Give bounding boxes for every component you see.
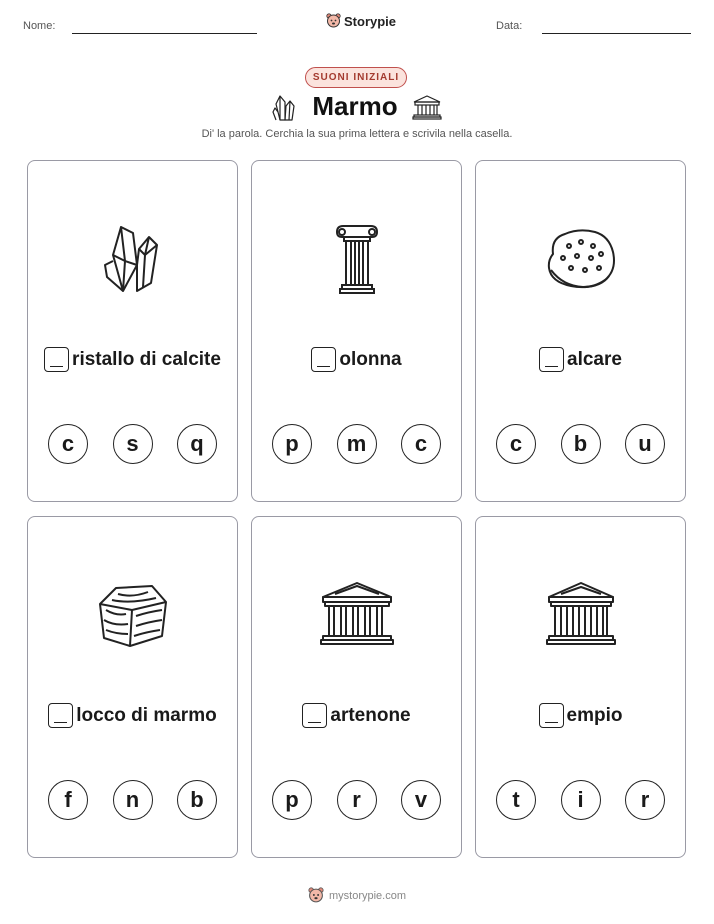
exercise-card <box>27 516 238 858</box>
picture <box>476 219 685 299</box>
answer-box[interactable] <box>48 703 73 728</box>
choice-circle[interactable]: r <box>337 780 377 820</box>
word-row <box>252 703 461 728</box>
answer-box[interactable] <box>539 347 564 372</box>
choice-circle[interactable]: i <box>561 780 601 820</box>
crystal-icon <box>272 92 298 122</box>
exercise-card <box>475 160 686 502</box>
choice-circle[interactable]: n <box>113 780 153 820</box>
marble-block-icon <box>96 580 170 650</box>
name-line[interactable] <box>72 33 257 34</box>
choice-circle[interactable]: u <box>625 424 665 464</box>
picture <box>28 219 237 299</box>
choice-row <box>496 424 665 464</box>
choice-circle[interactable]: p <box>272 780 312 820</box>
date-line[interactable] <box>542 33 691 34</box>
word-text: alcare <box>567 348 622 370</box>
choice-row <box>496 780 665 820</box>
choice-circle[interactable]: q <box>177 424 217 464</box>
word-row <box>28 703 237 728</box>
choice-circle[interactable]: v <box>401 780 441 820</box>
name-label: Nome: <box>23 20 56 32</box>
choice-row <box>48 780 217 820</box>
exercise-card <box>251 160 462 502</box>
storypie-mascot-icon <box>326 13 341 29</box>
word-row <box>252 347 461 372</box>
word-row <box>476 703 685 728</box>
limestone-rock-icon <box>543 224 619 294</box>
choice-circle[interactable]: p <box>272 424 312 464</box>
word-text: empio <box>566 704 623 726</box>
choice-circle[interactable]: b <box>561 424 601 464</box>
choice-row <box>272 780 441 820</box>
choice-circle[interactable]: c <box>48 424 88 464</box>
word-text: olonna <box>339 348 402 370</box>
word-text: artenone <box>330 704 411 726</box>
word-text: locco di marmo <box>76 704 217 726</box>
exercise-card <box>475 516 686 858</box>
choice-row <box>48 424 217 464</box>
answer-box[interactable] <box>44 347 69 372</box>
column-icon <box>332 224 382 294</box>
topic-badge: SUONI INIZIALI <box>305 67 407 88</box>
word-text: ristallo di calcite <box>72 348 221 370</box>
choice-circle[interactable]: f <box>48 780 88 820</box>
choice-circle[interactable]: c <box>496 424 536 464</box>
choice-circle[interactable]: t <box>496 780 536 820</box>
instructions: Di' la parola. Cerchia la sua prima lettera e scrivila nella casella. <box>201 128 513 140</box>
choice-circle[interactable]: r <box>625 780 665 820</box>
title-row <box>0 91 714 122</box>
crystal-icon <box>101 221 165 297</box>
brand-name: Storypie <box>344 13 397 29</box>
temple-icon <box>412 94 442 120</box>
answer-box[interactable] <box>311 347 336 372</box>
picture <box>28 575 237 655</box>
parthenon-icon <box>319 581 395 649</box>
choice-circle[interactable]: m <box>337 424 377 464</box>
page-title: Marmo <box>312 91 398 121</box>
storypie-mascot-icon <box>308 887 324 904</box>
temple-icon <box>545 581 617 649</box>
choice-circle[interactable]: b <box>177 780 217 820</box>
picture <box>252 219 461 299</box>
date-label: Data: <box>496 20 523 32</box>
footer <box>0 887 714 904</box>
choice-row <box>272 424 441 464</box>
picture <box>476 575 685 655</box>
word-row <box>28 347 237 372</box>
choice-circle[interactable]: s <box>113 424 153 464</box>
word-row <box>476 347 685 372</box>
footer-url[interactable]: mystorypie.com <box>328 889 407 902</box>
answer-box[interactable] <box>302 703 327 728</box>
choice-circle[interactable]: c <box>401 424 441 464</box>
exercise-card <box>251 516 462 858</box>
exercise-card <box>27 160 238 502</box>
answer-box[interactable] <box>539 703 564 728</box>
brand-logo <box>326 13 396 29</box>
picture <box>252 575 461 655</box>
